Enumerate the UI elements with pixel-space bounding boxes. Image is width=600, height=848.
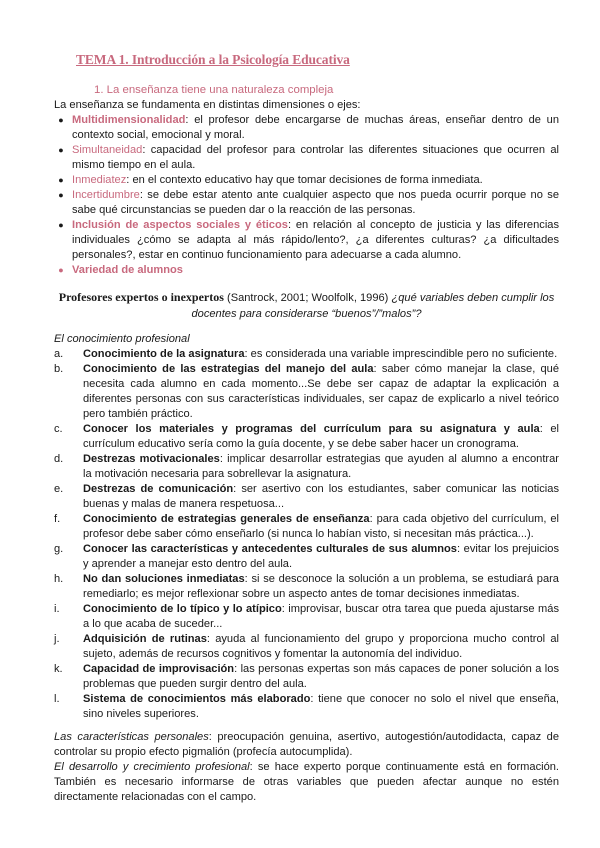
section-label: El conocimiento profesional [54,333,190,345]
list-item: b. Conocimiento de las estrategias del manejo del aula: saber cómo manejar la clase, qué necesita cada alumno en cada momento...Se debe ser capaz de adaptar la explicación a diferentes personas con sus características individuales, ser capaz de explicarlo a nivel teórico pero también práctico. [54,363,559,420]
dimensions-list [54,113,559,278]
list-item: j. Adquisición de rutinas: ayuda al funcionamiento del grupo y proporciona mucho control al sujeto, además de recursos cognitivos y fomentar la autonomía del individuo. [54,633,559,660]
list-item: e. Destrezas de comunicación: ser asertivo con los estudiantes, saber comunicar las noticias buenas y malas de manera respetuosa... [54,483,559,510]
intro-text: La enseñanza se fundamenta en distintas dimensiones o ejes: [54,99,361,111]
bullet-icon: ● [58,190,64,200]
subheading: 1. La enseñanza tiene una naturaleza compleja [94,84,334,96]
closing-section [54,730,559,805]
document-title: TEMA 1. Introducción a la Psicología Educativa [76,52,350,67]
bullet-item: ● Variedad de alumnos [54,263,559,278]
list-item: i. Conocimiento de lo típico y lo atípico: improvisar, buscar otra tarea que pueda ajustarse más a lo que acaba de suceder... [54,603,559,630]
list-item: f. Conocimiento de estrategias generales de enseñanza: para cada objetivo del currículum, el profesor debe saber cómo enseñarlo (si nunca lo habían visto, si necesitan más práctica...). [54,513,559,540]
expert-heading: Profesores expertos o inexpertos (Santrock, 2001; Woolfolk, 1996) ¿qué variables deben cumplir los docentes para considerarse “buenos”/”malos”? [58,290,555,320]
bullet-item: ● Inmediatez: en el contexto educativo hay que tomar decisiones de forma inmediata. [54,173,559,188]
list-item: c. Conocer los materiales y programas del currículum para su asignatura y aula: el currículum educativo sería como la guía docente, y se debe saber hacer un cronograma. [54,423,559,450]
bullet-icon: ● [58,115,64,125]
bullet-icon: ● [58,145,64,155]
list-item: k. Capacidad de improvisación: las personas expertas son más capaces de poner solución a los problemas que pueden surgir dentro del aula. [54,663,559,690]
bullet-icon: ● [58,220,64,230]
bullet-item: ● Multidimensionalidad: el profesor debe encargarse de muchas áreas, enseñar dentro de un contexto social, emocional y moral. [54,113,559,143]
list-item: l. Sistema de conocimientos más elaborado: tiene que conocer no solo el nivel que enseña, sino niveles superiores. [54,693,560,720]
list-item: g. Conocer las características y antecedentes culturales de sus alumnos: evitar los prejuicios y aprender a manejar esto dentro del aula. [54,543,559,570]
bullet-item: ● Incertidumbre: se debe estar atento ante cualquier aspecto que nos pueda ocurrir porque no se sabe qué circunstancias se pueden dar o la reacción de las personas. [54,188,559,218]
closing-paragraph: El desarrollo y crecimiento profesional: se hace experto porque continuamente está en formación. También es necesario informarse de otras variables que pueden afectar aunque no estén directamente relacionadas con el campo. [54,761,559,803]
bullet-icon: ● [58,265,64,275]
knowledge-list [54,347,559,722]
list-item: d. Destrezas motivacionales: implicar desarrollar estrategias que ayuden al alumno a encontrar la motivación necesaria para sobrellevar la asignatura. [54,453,559,480]
bullet-item: ● Simultaneidad: capacidad del profesor para controlar las diferentes situaciones que ocurren al mismo tiempo en el aula. [54,143,559,173]
bullet-item: ● Inclusión de aspectos sociales y éticos: en relación al concepto de justicia y las diferencias individuales ¿cómo se adapta al más rápido/lento?, ¿a diferentes culturas? ¿a dificultades personales?, estar en continuo funcionamiento para adecuarse a cada alumno. [54,218,559,263]
bullet-icon: ● [58,175,64,185]
closing-paragraph: Las características personales: preocupación genuina, asertivo, autogestión/autodidacta, capaz de controlar su propio efecto pigmalión (profecía autocumplida). [54,731,559,758]
list-item: h. No dan soluciones inmediatas: si se desconoce la solución a un problema, se estudiará para remediarlo; es mejor reflexionar sobre un aspecto antes de tomar decisiones inmediatas. [54,573,559,600]
list-item: a. Conocimiento de la asignatura: es considerada una variable imprescindible pero no suficiente. [54,348,558,360]
